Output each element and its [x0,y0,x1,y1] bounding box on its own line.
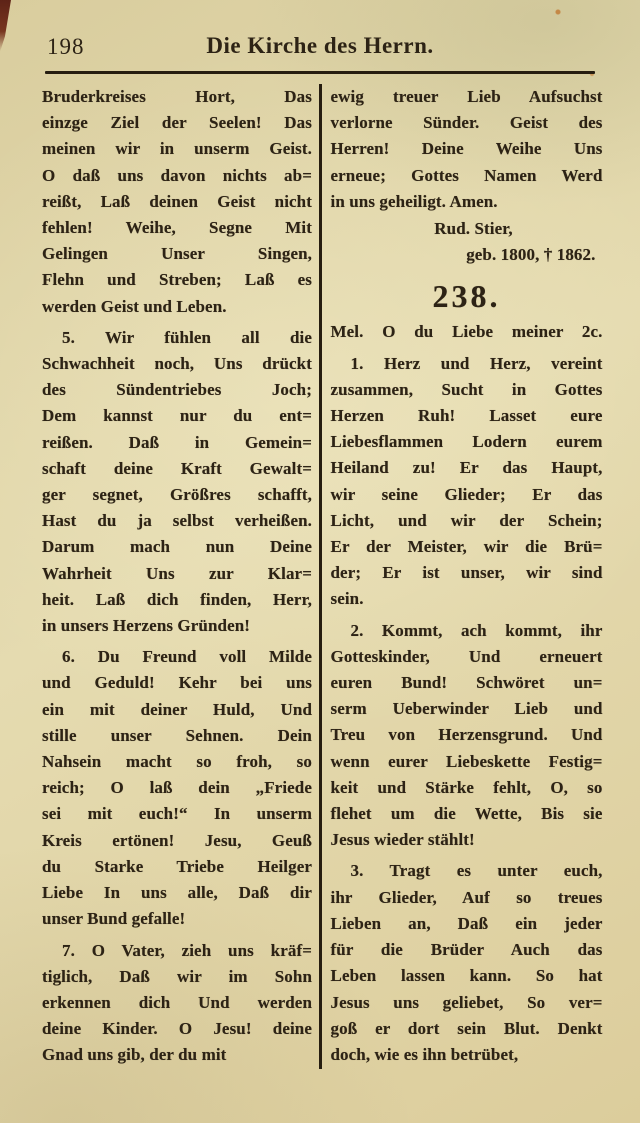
text-line: reißen. Daß in Gemein= [42,432,312,452]
text-line: Heiland zu! Er das Haupt, [330,458,603,478]
text-line: stille unser Sehnen. Dein [42,725,312,745]
text-line: Herzen Ruh! Lasset eure [330,406,603,426]
text-line: 5. Wir fühlen all die [62,327,312,347]
text-line: und Geduld! Kehr bei uns [42,673,312,693]
text-line: goß er dort sein Blut. Denkt [330,1018,603,1038]
text-line: sei mit euch!“ In unserm [42,804,312,824]
verse-5 [42,325,312,639]
verse-7 [42,938,312,1069]
text-line: für die Brüder Auch das [330,940,603,960]
left-column [42,84,312,1069]
text-line: Gotteskinder, Und erneuert [330,646,603,666]
attribution-dates: geb. 1800, † 1862. [466,245,596,265]
text-line: Herren! Deine Weihe Uns [330,139,603,159]
text-line: ger segnet, Größres schafft, [42,485,312,505]
text-line: Liebesflammen Lodern eurem [330,432,603,452]
hymn-continuation-paragraph [42,84,312,320]
text-line: 1. Herz und Herz, vereint [350,353,603,373]
text-line: erneue; Gottes Namen Werd [330,165,603,185]
text-line: fehlen! Weihe, Segne Mit [42,218,312,238]
column-divider-rule [319,84,322,1069]
text-line: doch, wie es ihn betrübet, [330,1044,519,1064]
text-line: Licht, und wir der Schein; [330,510,603,530]
text-line: keit und Stärke fehlt, O, so [330,777,603,797]
text-line: werden Geist und Leben. [42,296,227,316]
text-line: Treu von Herzensgrund. Und [330,725,603,745]
verse-2 [331,618,603,854]
text-line: in unsers Herzens Gründen! [42,616,251,636]
text-line: Schwachheit noch, Uns drückt [42,354,312,374]
text-line: in uns geheiligt. Amen. [330,191,498,211]
text-line: einzge Ziel der Seelen! Das [42,113,312,133]
text-line: wir seine Glieder; Er das [330,484,603,504]
text-line: ewig treuer Lieb Aufsuchst [330,87,603,106]
text-line: Gnad uns gib, der du mit [42,1045,227,1065]
text-line: 3. Tragt es unter euch, [350,861,603,881]
text-line: Darum mach nun Deine [42,537,312,557]
text-line: sein. [330,589,364,609]
text-line: Flehn und Streben; Laß es [42,270,312,290]
text-line: meinen wir in unserm Geist. [42,139,312,159]
text-line: Dem kannst nur du ent= [42,406,312,426]
attribution-author: Rud. Stier, [434,219,513,239]
text-line: wenn eurer Liebeskette Festig= [330,751,603,771]
text-line: zusammen, Sucht in Gottes [330,379,603,399]
text-line: Nahsein macht so froh, so [42,752,312,772]
text-line: euren Bund! Schwöret un= [330,673,603,693]
text-line: Liebe In uns alle, Daß dir [42,883,312,903]
text-line: O daß uns davon nichts ab= [42,165,312,185]
text-line: reißt, Laß deinen Geist nicht [42,191,312,211]
text-line: verlorne Sünder. Geist des [330,113,603,133]
text-line: Bruderkreises Hort, Das [42,87,312,106]
scan-corner-artifact [0,0,11,52]
hymn-number-heading: 238. [432,278,501,315]
verse-6 [42,644,312,932]
text-line: ihr Glieder, Auf so treues [330,887,603,907]
text-line: flehet um die Wette, Bis sie [330,804,603,824]
text-line: ein mit deiner Huld, Und [42,699,312,719]
melody-reference: Mel. O du Liebe meiner 2c. [330,322,603,342]
text-columns [42,84,603,1069]
text-line: unser Bund gefalle! [42,909,186,929]
verse-1 [331,351,603,613]
page-header-title: Die Kirche des Herrn. [206,33,434,58]
verse-3 [331,858,603,1068]
text-line: 6. Du Freund voll Milde [62,647,312,667]
text-line: schaft deine Kraft Gewalt= [42,458,312,478]
page-number: 198 [47,34,85,59]
text-line: Jesus uns geliebet, So ver= [330,992,603,1012]
text-line: Jesus wieder stählt! [330,830,475,850]
hymn-continuation-paragraph [331,84,603,215]
text-line: Er der Meister, wir die Brü= [330,537,603,557]
text-line: des Sündentriebes Joch; [42,380,312,400]
text-line: Lieben an, Daß ein jeder [330,913,603,933]
text-line: Leben lassen kann. So hat [330,966,603,986]
text-line: Wahrheit Uns zur Klar= [42,563,312,583]
hymn-attribution [331,216,603,268]
right-column [331,84,603,1068]
text-line: erkennen dich Und werden [42,992,312,1012]
text-line: Hast du ja selbst verheißen. [42,511,312,531]
text-line: 2. Kommt, ach kommt, ihr [350,620,603,640]
text-line: Kreis ertönen! Jesu, Geuß [42,830,312,850]
text-line: der; Er ist unser, wir sind [330,563,603,583]
text-line: Gelingen Unser Singen, [42,244,312,264]
text-line: 7. O Vater, zieh uns kräf= [62,940,312,960]
text-line: serm Ueberwinder Lieb und [330,699,603,719]
text-line: heit. Laß dich finden, Herr, [42,589,312,609]
header-rule [45,71,595,74]
text-line: tiglich, Daß wir im Sohn [42,966,312,986]
text-line: du Starke Triebe Heilger [42,856,312,876]
text-line: reich; O laß dein „Friede [42,778,312,798]
text-line: deine Kinder. O Jesu! deine [42,1019,312,1039]
